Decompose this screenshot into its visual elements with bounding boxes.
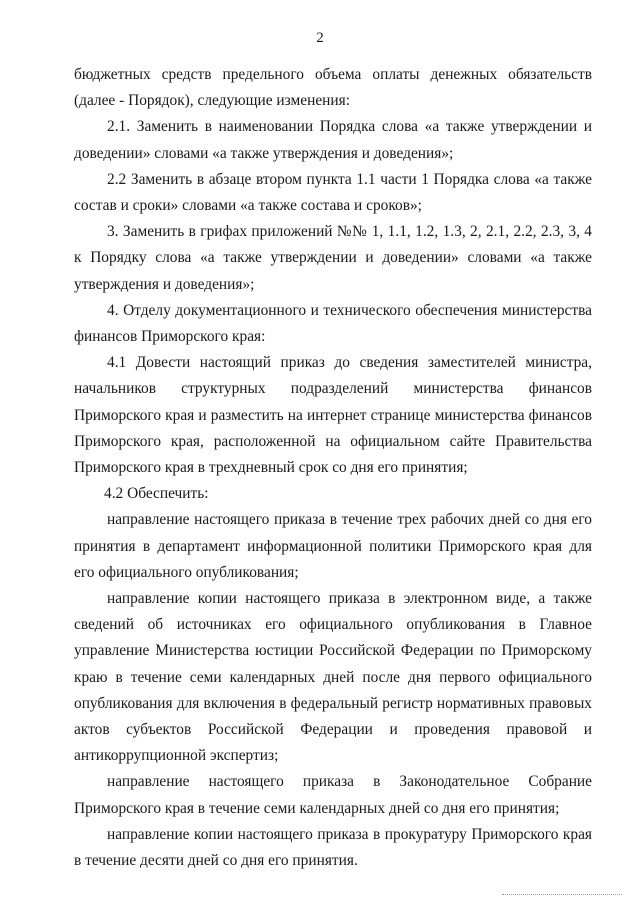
- paragraph-4-2-item-3: направление настоящего приказа в Законодательное Собрание Приморского края в течение семи календарных дней со дня его принятия;: [74, 773, 592, 817]
- paragraph-4-2-item-4: направление копии настоящего приказа в прокуратуру Приморского края в течение десяти дней со дня его принятия.: [74, 825, 592, 870]
- paragraph-3: 3. Заменить в грифах приложений №№ 1, 1.1, 1.2, 1.3, 2, 2.1, 2.2, 2.3, 3, 4 к Порядку слова «а также утверждении и доведении» словами «а также утверждения и доведения»;: [74, 223, 592, 293]
- paragraph-2-2: 2.2 Заменить в абзаце втором пункта 1.1 части 1 Порядка слова «а также состав и сроки» словами «а также состава и сроков»;: [74, 170, 592, 215]
- scan-mark: [502, 890, 622, 895]
- paragraph-4: 4. Отделу документационного и технического обеспечения министерства финансов Приморского края:: [74, 301, 592, 346]
- page-number: 2: [316, 30, 324, 46]
- paragraph-4-2-item-1: направление настоящего приказа в течение трех рабочих дней со дня его принятия в департамент информационной политики Приморского края для его официального опубликования;: [74, 511, 592, 581]
- document-body: [74, 62, 592, 874]
- paragraph-4-2: 4.2 Обеспечить:: [104, 485, 209, 503]
- paragraph-4-2-item-2: направление копии настоящего приказа в электронном виде, а также сведений об источниках его официального опубликования в Главное управление Министерства юстиции Российской Федерации по Приморскому краю в течение семи календарных дней после дня первого официального опубликования для включения в федеральный регистр нормативных правовых актов субъектов Российской Федерации и проведения правовой и антикоррупционной экспертиз;: [74, 590, 592, 765]
- paragraph-4-1: 4.1 Довести настоящий приказ до сведения заместителей министра, начальников структурных подразделений министерства финансов Приморского края и разместить на интернет странице министерства финансов Приморского края, расположенной на официальном сайте Правительства Приморского края в трехдневный срок со дня его принятия;: [74, 354, 592, 477]
- paragraph-2-1: 2.1. Заменить в наименовании Порядка слова «а также утверждении и доведении» словами «а также утверждения и доведения»;: [74, 118, 592, 162]
- paragraph-continuation: бюджетных средств предельного объема оплаты денежных обязательств (далее - Порядок), следующие изменения:: [74, 66, 592, 110]
